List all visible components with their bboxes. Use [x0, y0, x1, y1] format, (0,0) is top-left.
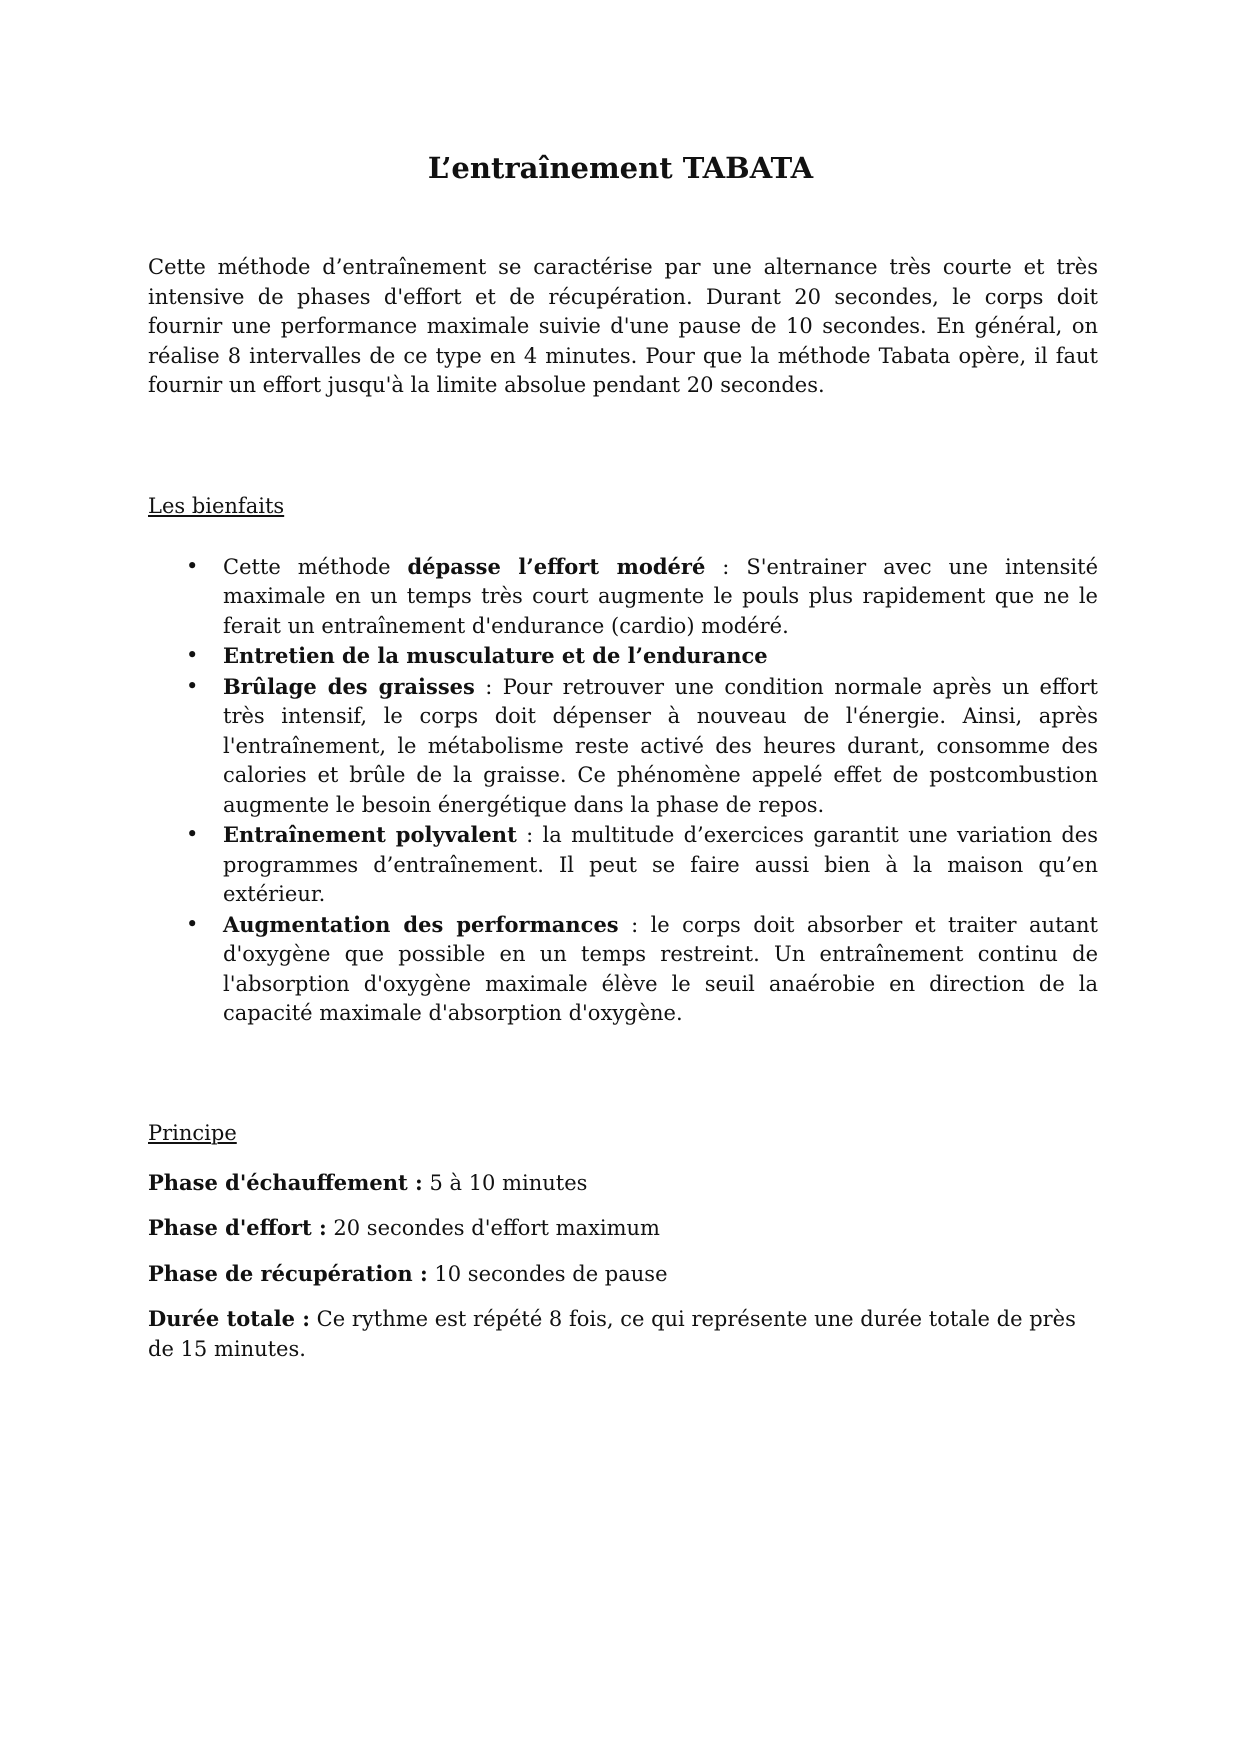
principle-line — [148, 1168, 1098, 1199]
principle-list — [148, 1168, 1098, 1365]
benefit-text: : la multitude d’exercices garantit une variation des programmes d’entraînement. Il peut se faire aussi bien à la maison qu’en extérieur. — [223, 823, 1098, 906]
list-item — [186, 820, 1098, 910]
list-item — [186, 910, 1099, 1029]
benefit-bold-label: Entretien de la musculature et de l’endurance — [223, 643, 768, 668]
principle-line — [148, 1259, 1098, 1290]
bullet-icon: • — [186, 911, 199, 936]
benefit-bold-label: dépasse l’effort modéré — [407, 553, 706, 579]
principle-label: Phase de récupération : — [148, 1260, 428, 1286]
benefit-text: : S'entrainer avec une intensité maximale en un temps très court augmente le pouls plus rapidement que ne le ferait un entraînement d'endurance (cardio) modéré. — [223, 554, 1098, 638]
document-body — [148, 253, 1098, 1379]
bullet-icon: • — [186, 553, 199, 578]
principle-label: Durée totale : — [148, 1306, 310, 1331]
list-item — [186, 552, 1098, 642]
principle-line — [148, 1213, 1098, 1244]
benefits-heading: Les bienfaits — [148, 493, 285, 518]
principle-section-header — [148, 1119, 1098, 1151]
benefit-prefix: Cette méthode — [223, 554, 408, 579]
principle-text: 5 à 10 minutes — [422, 1170, 588, 1195]
principle-heading: Principe — [148, 1120, 237, 1145]
benefit-bold-label: Augmentation des performances — [223, 911, 619, 937]
principle-text: Ce rythme est répété 8 fois, ce qui représente une durée totale de près de 15 minutes. — [148, 1307, 1076, 1361]
benefit-bold-label: Entraînement polyvalent — [223, 822, 517, 847]
principle-line — [148, 1304, 1098, 1364]
intro-paragraph: Cette méthode d’entraînement se caractérise par une alternance très courte et très intensive de phases d'effort et de récupération. Durant 20 secondes, le corps doit fournir une performance maximale suivie d'une pause de 10 secondes. En général, on réalise 8 intervalles de ce type en 4 minutes. Pour que la méthode Tabata opère, il faut fournir un effort jusqu'à la limite absolue pendant 20 secondes. — [148, 255, 1098, 397]
bullet-icon: • — [186, 673, 199, 698]
principle-label: Phase d'effort : — [148, 1215, 327, 1240]
bullet-icon: • — [186, 822, 199, 846]
benefit-text: : Pour retrouver une condition normale après un effort très intensif, le corps doit dépenser à nouveau de l'énergie. Ainsi, après l'entraînement, le métabolisme reste activé des heures durant, consomme des calories et brûle de la graisse. Ce phénomène appelé effet de postcombustion augmente le besoin énergétique dans la phase de repos. — [223, 674, 1098, 817]
benefits-list — [148, 552, 1098, 1029]
principle-label: Phase d'échauffement : — [148, 1169, 423, 1195]
principle-text: 20 secondes d'effort maximum — [326, 1216, 660, 1240]
benefits-section-header — [148, 492, 1098, 524]
benefit-bold-label: Brûlage des graisses — [223, 673, 475, 699]
bullet-icon: • — [186, 643, 199, 667]
principle-text: 10 secondes de pause — [427, 1261, 668, 1286]
benefit-text: : le corps doit absorber et traiter autant d'oxygène que possible en un temps restreint. Un entraînement continu de l'absorption d'oxygène maximale élève le seuil anaérobie en direction de la capacité maximale d'absorption d'oxygène. — [223, 912, 1099, 1025]
list-item — [186, 672, 1098, 821]
document-title: L’entraînement TABATA — [427, 151, 814, 185]
list-item — [186, 641, 1098, 672]
